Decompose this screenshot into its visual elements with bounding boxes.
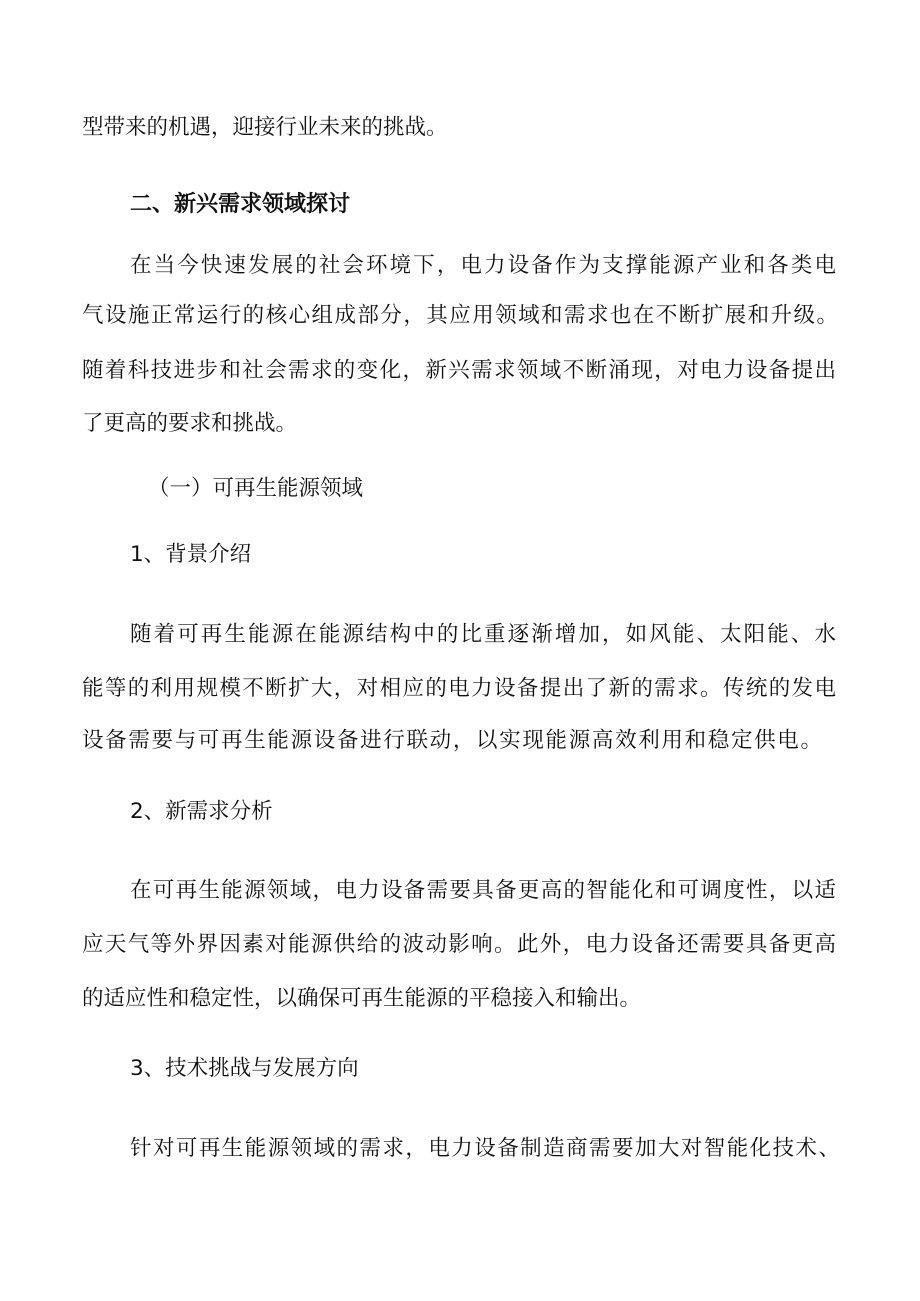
intro-paragraph-line-4: 了更高的要求和挑战。 — [82, 411, 298, 436]
subsection-heading: （一）可再生能源领域 — [148, 476, 364, 501]
item-1-paragraph-line-1: 随着可再生能源在能源结构中的比重逐渐增加，如风能、太阳能、水 — [130, 622, 836, 647]
item-2-paragraph-line-3: 的适应性和稳定性，以确保可再生能源的平稳接入和输出。 — [82, 986, 642, 1011]
item-2-paragraph-line-1: 在可再生能源领域，电力设备需要具备更高的智能化和可调度性，以适 — [130, 878, 836, 903]
intro-paragraph-line-3: 随着科技进步和社会需求的变化，新兴需求领域不断涌现，对电力设备提出 — [82, 358, 836, 383]
item-2-heading: 2、新需求分析 — [130, 799, 273, 824]
intro-paragraph-line-2: 气设施正常运行的核心组成部分，其应用领域和需求也在不断扩展和升级。 — [82, 303, 838, 328]
item-2-paragraph-line-2: 应天气等外界因素对能源供给的波动影响。此外，电力设备还需要具备更高 — [82, 932, 836, 957]
item-1-heading: 1、背景介绍 — [130, 542, 252, 567]
section-heading: 二、新兴需求领域探讨 — [130, 192, 351, 217]
item-3-heading: 3、技术挑战与发展方向 — [130, 1056, 359, 1081]
item-1-paragraph-line-2: 能等的利用规模不断扩大，对相应的电力设备提出了新的需求。传统的发电 — [82, 676, 836, 701]
item-3-paragraph-line-1: 针对可再生能源领域的需求，电力设备制造商需要加大对智能化技术、 — [130, 1136, 840, 1161]
item-1-paragraph-line-3: 设备需要与可再生能源设备进行联动，以实现能源高效利用和稳定供电。 — [82, 728, 822, 753]
intro-paragraph-line-1: 在当今快速发展的社会环境下，电力设备作为支撑能源产业和各类电 — [130, 253, 836, 278]
paragraph-continuation-line: 型带来的机遇，迎接行业未来的挑战。 — [82, 115, 448, 140]
